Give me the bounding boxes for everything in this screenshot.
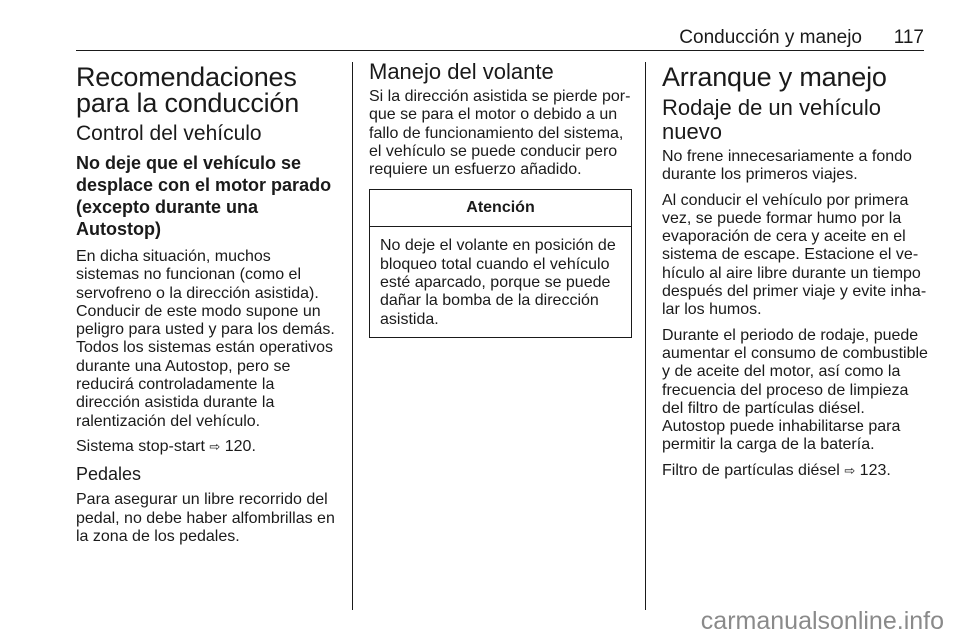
section-title: Recomendaciones para la conducción [76,62,300,118]
chapter-title: Conducción y manejo [679,27,862,48]
column-right [662,60,928,487]
paragraph: No frene innecesariamente a fondo durante los primeros viajes. [662,148,912,184]
subsection-title: Rodaje de un vehículo nuevo [662,95,881,144]
attention-box [369,189,632,337]
xref-page: 123. [859,461,891,479]
xref-text: Filtro de partículas diésel [662,461,840,479]
cross-reference[interactable] [76,438,338,456]
paragraph: Al conducir el vehículo por primera vez, se puede formar humo por la evaporación de cera y aceite en el sistema de escape. Estacione el vehículo al aire libre durante un tiempo después del primer viaje y evite inhalar los humos. [662,191,927,319]
section-title: Arranque y manejo [662,62,887,92]
page-number: 117 [893,27,924,48]
paragraph: Durante el periodo de rodaje, puede aumentar el consumo de combustible y de aceite del motor, así como la frecuencia del proceso de limpieza del filtro de partículas diésel. Autostop puede inhabilitarse para permitir la carga de la batería. [662,326,928,454]
warning-heading: No deje que el vehículo se desplace con el motor parado (excepto durante una Autostop) [76,153,332,239]
column-middle [369,60,632,338]
section-heading: Manejo del volante [369,59,554,84]
paragraph: Para asegurar un libre recorrido del pedal, no debe haber alfombrillas en la zona de los pedales. [76,491,335,545]
pedales-heading: Pedales [76,464,142,485]
xref-text: Sistema stop-start [76,437,205,455]
attention-body [370,227,631,336]
subsection-title: Control del vehículo [76,122,262,145]
attention-text: No deje el volante en posición de bloqueo total cuando el vehículo esté aparcado, porque se puede dañar la bomba de la dirección asistida. [380,237,616,328]
watermark: carmanualsonline.info [700,607,944,635]
column-divider [352,62,353,610]
cross-reference[interactable] [662,462,928,480]
arrow-right-icon: ⇨ [844,462,856,478]
page-header [76,24,924,51]
column-left [76,60,338,553]
column-divider [645,62,646,610]
attention-title: Atención [370,190,631,227]
paragraph: En dicha situación, muchos sistemas no funcionan (como el servofreno o la dirección asistida). Conducir de este modo supone un peligro para usted y para los demás. Todos los sistemas están operativos durante una Autostop, pero se reducirá controladamente la dirección asistida durante la ralentización del vehículo. [76,248,335,430]
arrow-right-icon: ⇨ [209,438,221,454]
paragraph: Si la dirección asistida se pierde porque se para el motor o debido a un fallo de funcionamiento del sistema, el vehículo se puede conducir pero requiere un esfuerzo añadido. [369,88,631,179]
xref-page: 120. [224,437,256,455]
